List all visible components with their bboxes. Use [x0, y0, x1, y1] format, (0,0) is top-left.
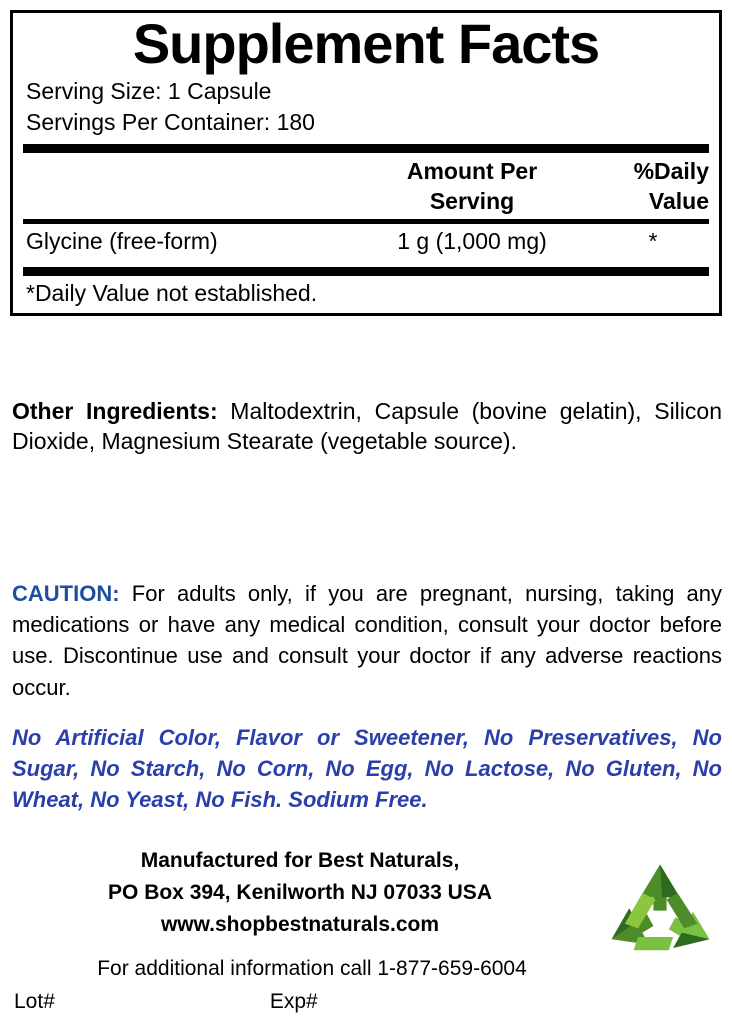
nutrient-name: Glycine (free-form): [26, 227, 218, 254]
header-dv-line2: Value: [648, 188, 709, 215]
caution-label: CAUTION:: [12, 581, 120, 606]
divider-thick-top: [23, 144, 709, 153]
manufacturer-address: PO Box 394, Kenilworth NJ 07033 USA: [108, 880, 492, 904]
caution-statement: [12, 578, 722, 703]
other-ingredients-label: Other Ingredients:: [12, 398, 218, 424]
page-title: Supplement Facts: [132, 12, 600, 75]
caution-text: For adults only, if you are pregnant, nursing, taking any medications or have any medical condition, consult your doctor before use. Discontinue use and consult your doctor if any adverse reactions occur.: [12, 581, 722, 700]
header-amount-line2: Serving: [429, 188, 515, 215]
manufacturer-website[interactable]: www.shopbestnaturals.com: [160, 912, 440, 936]
divider-thick-bottom: [23, 267, 709, 276]
recycle-icon: [604, 860, 716, 970]
header-dv-line1: %Daily: [633, 158, 709, 185]
additional-info-phone: For additional information call 1-877-659-6004: [97, 957, 527, 980]
manufacturer-line1: Manufactured for Best Naturals,: [140, 849, 460, 872]
nutrient-amount: 1 g (1,000 mg): [397, 227, 547, 254]
lot-label: Lot#: [14, 990, 55, 1013]
product-claims: No Artificial Color, Flavor or Sweetener, No Preservatives, No Sugar, No Starch, No Corn, No Egg, No Lactose, No Gluten, No Wheat, No Yeast, No Fish. Sodium Free.: [12, 725, 722, 813]
table-row: [23, 224, 709, 261]
servings-per-container: Servings Per Container: 180: [26, 109, 315, 136]
facts-table-header: [23, 153, 709, 219]
exp-label: Exp#: [269, 990, 318, 1013]
header-amount-line1: Amount Per: [406, 158, 538, 185]
manufacturer-block: [0, 845, 600, 941]
lot-exp-row: [14, 990, 514, 1014]
other-ingredients-text: Maltodextrin, Capsule (bovine gelatin), Silicon Dioxide, Magnesium Stearate (vegetable source).: [12, 398, 722, 455]
header-amount-per-serving: [347, 157, 597, 217]
other-ingredients: [12, 396, 722, 457]
nutrient-daily-value: *: [648, 227, 658, 254]
header-daily-value: [597, 157, 709, 217]
supplement-facts-panel: [10, 10, 722, 316]
daily-value-footnote: *Daily Value not established.: [26, 279, 318, 306]
serving-size: Serving Size: 1 Capsule: [26, 78, 272, 105]
